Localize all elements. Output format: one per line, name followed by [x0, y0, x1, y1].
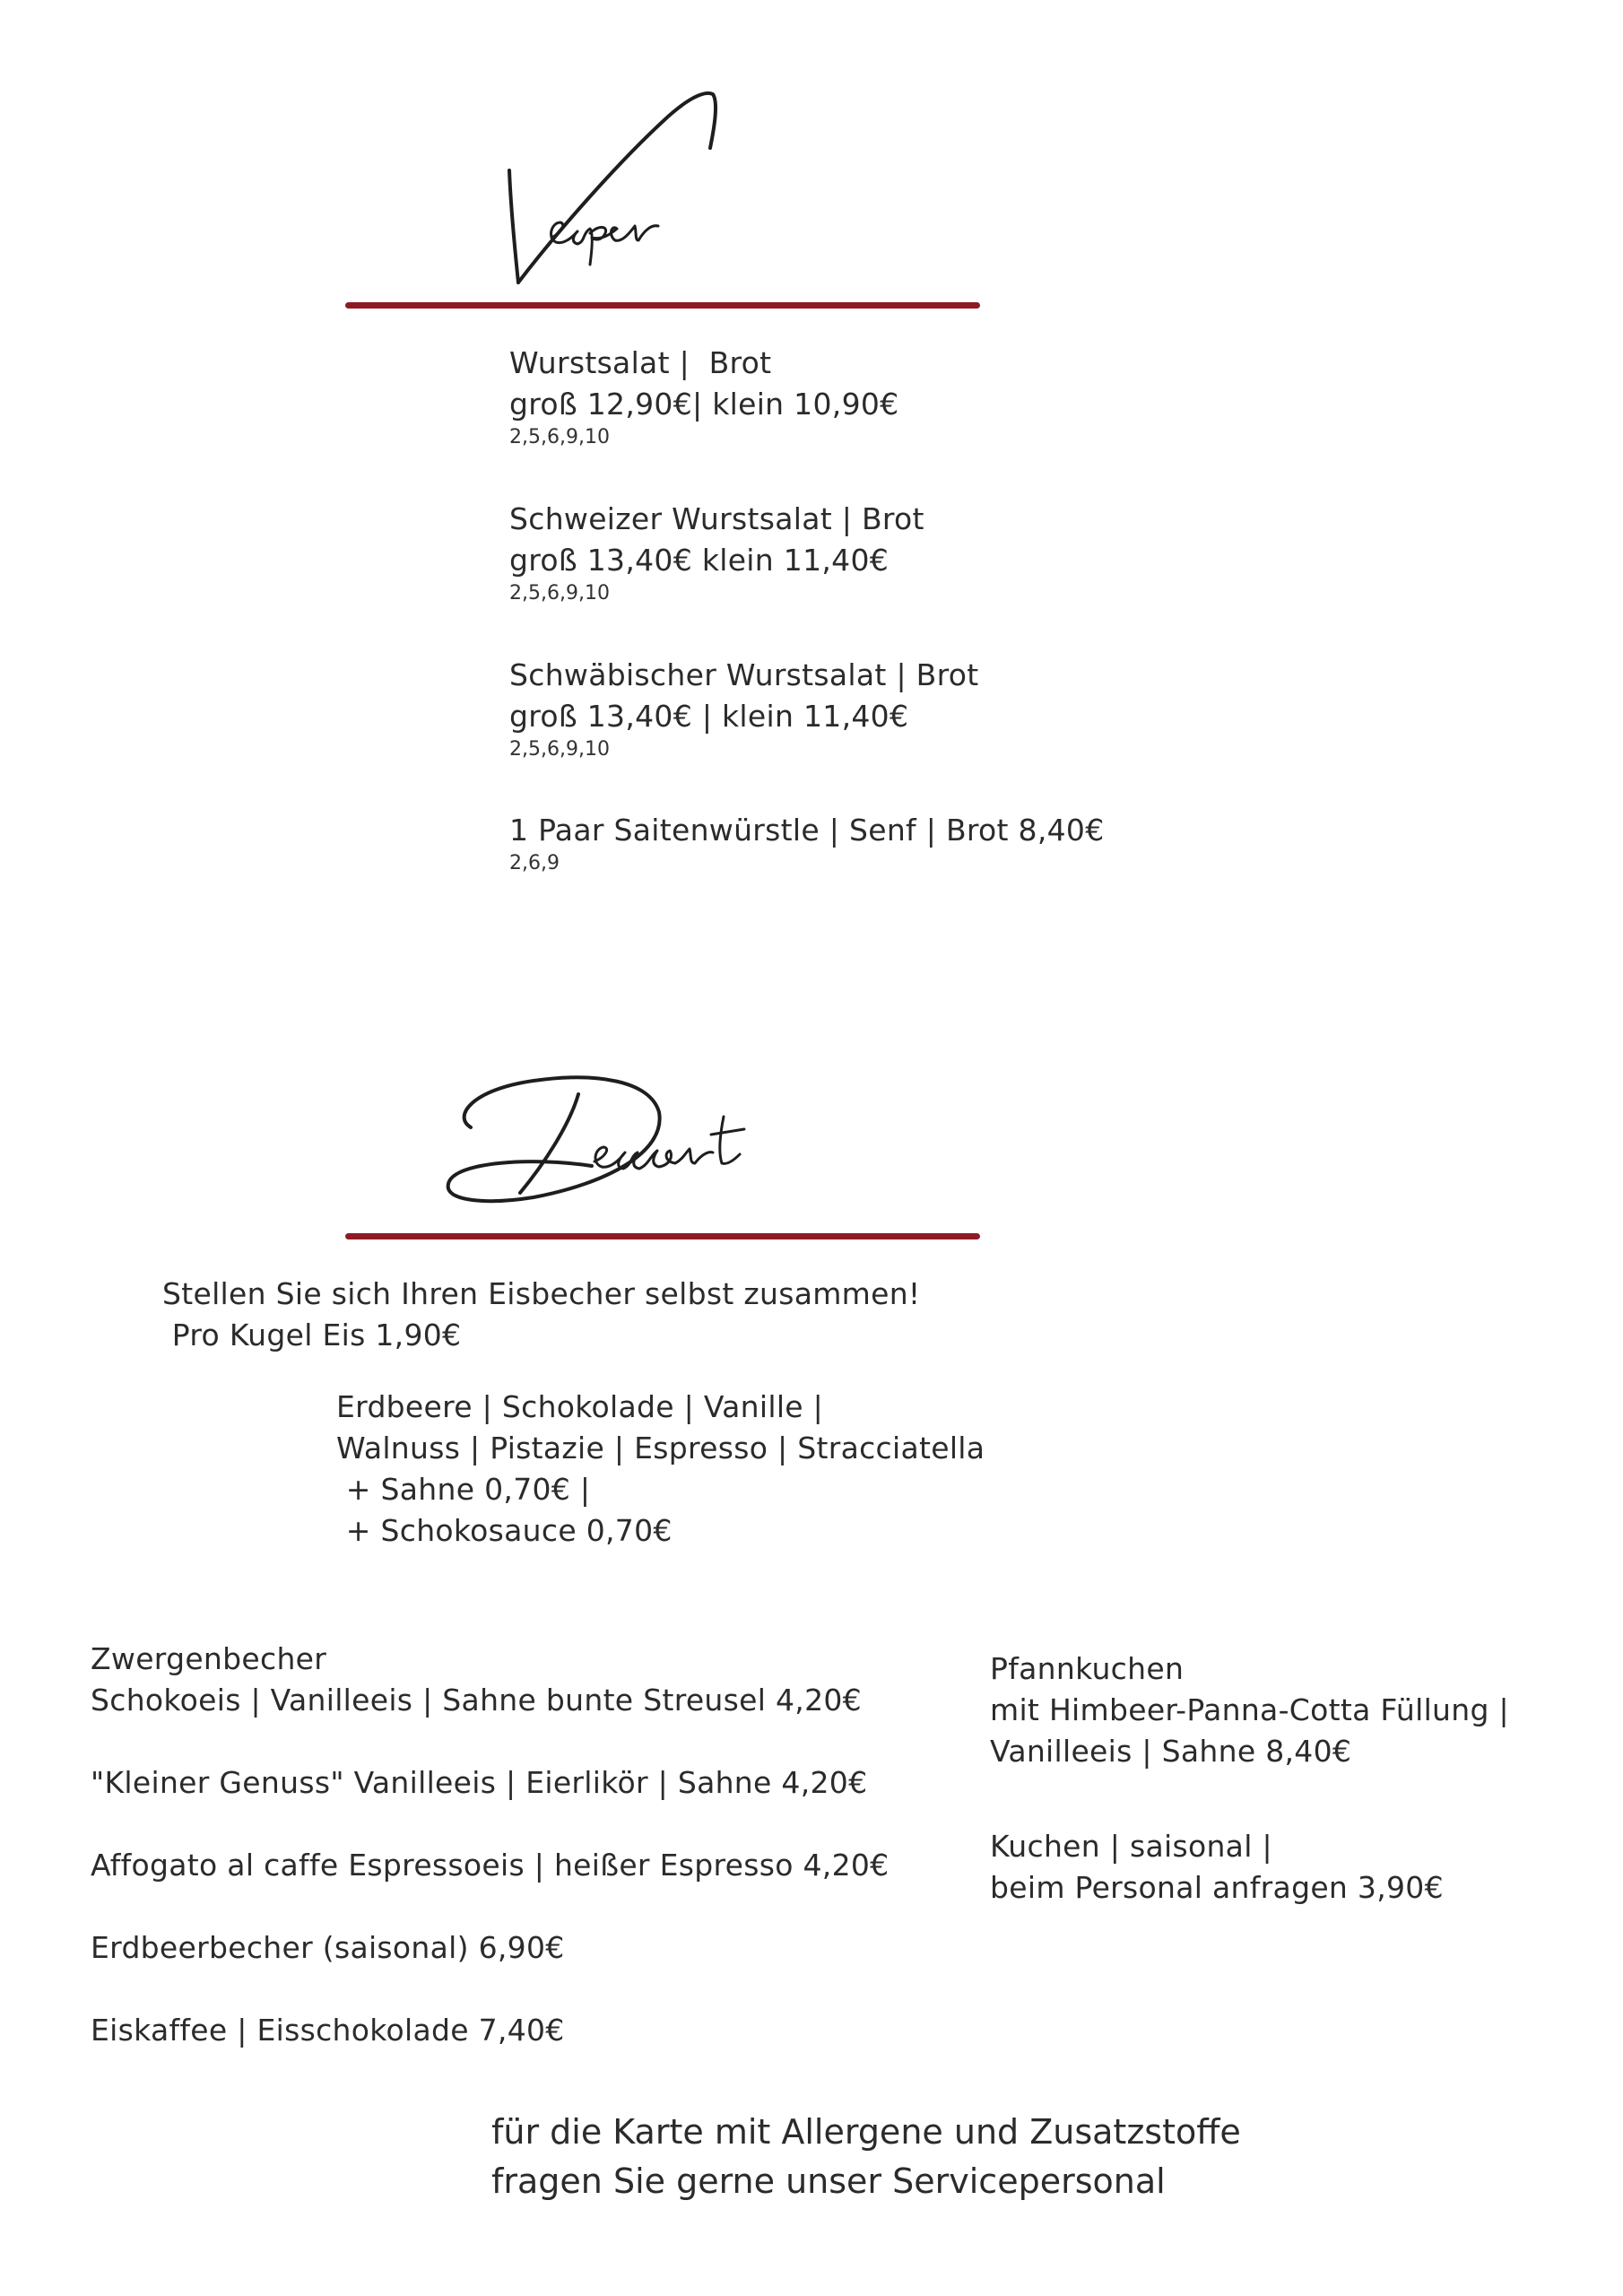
addon-cream: + Sahne 0,70€ | — [336, 1472, 591, 1507]
intro-price: Pro Kugel Eis 1,90€ — [162, 1318, 462, 1352]
item-allergens: 2,5,6,9,10 — [509, 582, 610, 604]
item-name: Pfannkuchen — [990, 1651, 1185, 1686]
dessert-title-script — [435, 1063, 785, 1233]
flavors-line: Walnuss | Pistazie | Espresso | Stracciatella — [336, 1431, 985, 1465]
dessert-item — [91, 1845, 889, 1886]
item-name: Schwäbischer Wurstsalat | Brot — [509, 657, 979, 692]
item-allergens: 2,5,6,9,10 — [509, 426, 610, 448]
footer-note — [491, 2108, 1241, 2206]
item-name: Erdbeerbecher (saisonal) 6,90€ — [91, 1930, 565, 1965]
vesper-title-script — [484, 81, 735, 296]
item-name: Affogato al caffe Espressoeis | heißer Espresso 4,20€ — [91, 1848, 890, 1883]
intro-heading: Stellen Sie sich Ihren Eisbecher selbst zusammen! — [162, 1276, 921, 1311]
item-name: Zwergenbecher — [91, 1641, 327, 1676]
item-description: beim Personal anfragen 3,90€ — [990, 1870, 1444, 1905]
item-price: groß 12,90€| klein 10,90€ — [509, 387, 899, 422]
item-price: groß 13,40€ | klein 11,40€ — [509, 699, 909, 734]
item-description: mit Himbeer-Panna-Cotta Füllung | — [990, 1692, 1509, 1727]
item-name: Kuchen | saisonal | — [990, 1829, 1272, 1864]
item-name: "Kleiner Genuss" Vanilleeis | Eierlikör | Sahne 4,20€ — [91, 1765, 868, 1800]
vesper-item — [509, 655, 978, 762]
dessert-item — [91, 2010, 565, 2051]
footer-line: für die Karte mit Allergene und Zusatzstoffe — [491, 2112, 1241, 2152]
addon-chocolate-sauce: + Schokosauce 0,70€ — [336, 1513, 673, 1548]
dessert-item — [990, 1648, 1509, 1772]
flavors-line: Erdbeere | Schokolade | Vanille | — [336, 1389, 824, 1424]
vesper-item — [509, 343, 898, 450]
ice-cream-flavors — [336, 1387, 985, 1552]
item-description: Vanilleeis | Sahne 8,40€ — [990, 1734, 1352, 1769]
item-allergens: 2,5,6,9,10 — [509, 738, 610, 761]
dessert-intro — [162, 1274, 920, 1356]
item-allergens: 2,6,9 — [509, 852, 560, 874]
dessert-item — [990, 1826, 1444, 1909]
item-price: groß 13,40€ klein 11,40€ — [509, 543, 890, 578]
vesper-divider — [345, 302, 980, 309]
vesper-item — [509, 499, 924, 606]
item-name: Schweizer Wurstsalat | Brot — [509, 501, 924, 536]
dessert-item — [91, 1639, 862, 1721]
dessert-item — [91, 1762, 867, 1804]
item-name: Eiskaffee | Eisschokolade 7,40€ — [91, 2013, 565, 2048]
item-name-price: 1 Paar Saitenwürstle | Senf | Brot 8,40€ — [509, 813, 1105, 848]
item-description: Schokoeis | Vanilleeis | Sahne bunte Streusel 4,20€ — [91, 1683, 862, 1718]
footer-line: fragen Sie gerne unser Servicepersonal — [491, 2161, 1166, 2201]
vesper-item — [509, 810, 1105, 876]
item-name: Wurstsalat | Brot — [509, 345, 772, 380]
dessert-divider — [345, 1233, 980, 1239]
dessert-item — [91, 1927, 565, 1969]
